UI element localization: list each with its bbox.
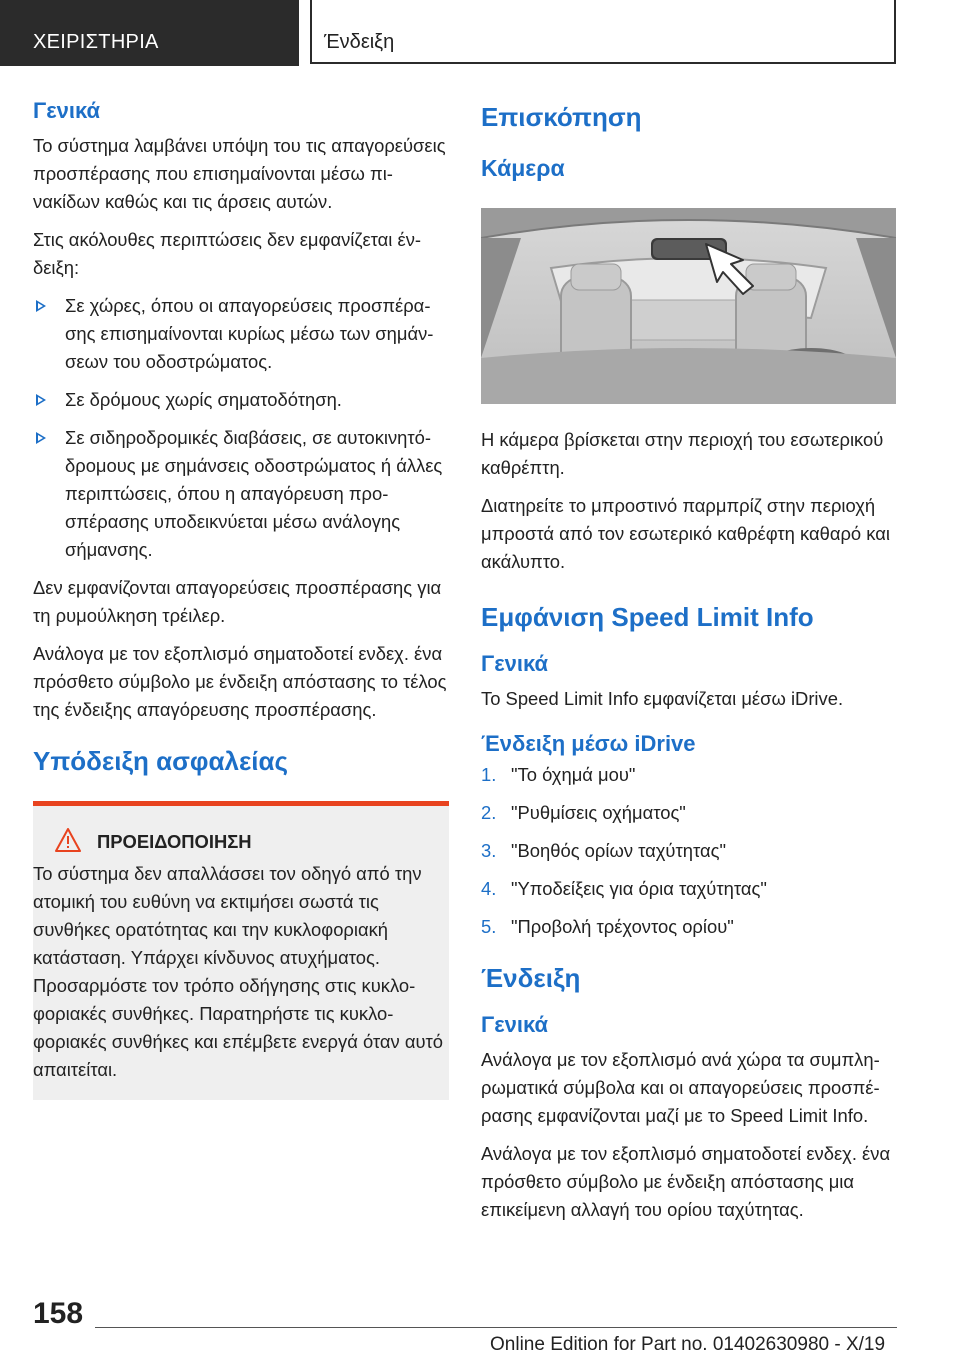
display-paragraph-1: Ανάλογα με τον εξοπλισμό ανά χώρα τα συμπληρωματικά σύμβολα και οι απαγορεύσεις προσπέρασης εμφανίζονται μαζί με το Speed Limit Info. xyxy=(481,1049,880,1126)
step-item: 3. "Βοηθός ορίων ταχύτητας" xyxy=(481,840,726,861)
section-title: ΧΕΙΡΙΣΤΗΡΙΑ xyxy=(33,31,159,53)
warning-text: Το σύστημα δεν απαλλάσσει τον οδηγό από την ατομική του ευθύνη να εκτιμήσει σωστά τις συνθήκες ορατότητας και την κυκλοφοριακή κατάσταση. Υπάρχει κίνδυνος ατυχήματος. Προσαρμόστε τον τρόπο οδήγησης στις κυκλοφοριακές συνθήκες. Παρατηρήστε τις κυκλοφοριακές συνθήκες και επέμβετε ενεργά όταν αυτό απαιτείται. xyxy=(33,863,444,1080)
trailer-paragraph: Δεν εμφανίζονται απαγορεύσεις προσπέρασης για τη ρυμούλκηση τρέιλερ. xyxy=(33,577,442,626)
warning-title: ΠΡΟΕΙΔΟΠΟΙΗΣΗ xyxy=(97,831,252,852)
warning-box xyxy=(33,801,449,1100)
camera-heading: Κάμερα xyxy=(481,155,565,181)
overview-heading: Επισκόπηση xyxy=(481,102,642,132)
step-item: 4. "Υποδείξεις για όρια ταχύτητας" xyxy=(481,878,767,899)
right-column xyxy=(481,98,896,1234)
idrive-steps xyxy=(481,761,896,941)
warning-triangle-icon xyxy=(55,828,81,852)
camera-location-text: Η κάμερα βρίσκεται στην περιοχή του εσωτερικού καθρέπτη. xyxy=(481,429,884,478)
distance-paragraph: Ανάλογα με τον εξοπλισμό σηματοδοτεί ενδεχ. ένα πρόσθετο σύμβολο με ένδειξη απόστασης το τέλος της ένδειξης απαγόρευσης προσπέρασης. xyxy=(33,643,447,720)
idrive-heading: Ένδειξη μέσω iDrive xyxy=(481,731,696,756)
camera-clean-text: Διατηρείτε το μπροστινό παρμπρίζ στην περιοχή μπροστά από τον εσωτερικό καθρέφτη καθαρό και ακάλυπτο. xyxy=(481,495,890,572)
triangle-bullet-icon xyxy=(36,394,46,406)
general-heading: Γενικά xyxy=(33,98,101,123)
page-header xyxy=(0,0,960,66)
sli-paragraph: Το Speed Limit Info εμφανίζεται μέσω iDrive. xyxy=(481,688,844,709)
camera-location-image xyxy=(481,208,896,404)
step-item: 2. "Ρυθμίσεις οχήματος" xyxy=(481,802,686,823)
list-item: Σε σιδηροδρομικές διαβάσεις, σε αυτοκινητόδρομους με σημάνσεις οδοστρώματος ή άλλες περιπτώσεις, όπου η απαγόρευση προσπέρασης υποδεικνύεται μέσω ανάλογης σήμανσης. xyxy=(33,424,449,564)
left-column xyxy=(33,98,449,1100)
triangle-bullet-icon xyxy=(36,432,46,444)
no-display-paragraph: Στις ακόλουθες περιπτώσεις δεν εμφανίζεται ένδειξη: xyxy=(33,229,422,278)
step-item: 1. "Το όχημά μου" xyxy=(481,764,636,785)
chapter-tab xyxy=(310,0,896,64)
warning-title-row xyxy=(33,828,449,856)
general-heading-right: Γενικά xyxy=(481,651,549,676)
list-item: Σε χώρες, όπου οι απαγορεύσεις προσπέρασης επισημαίνονται κυρίως μέσω των σημάνσεων του οδοστρώματος. xyxy=(33,292,449,376)
step-item: 5. "Προβολή τρέχοντος ορίου" xyxy=(481,916,734,937)
general-heading-display: Γενικά xyxy=(481,1012,549,1037)
edition-text: Online Edition for Part no. 01402630980 - X/19 xyxy=(490,1334,886,1355)
exceptions-list xyxy=(33,292,449,564)
section-tab xyxy=(0,0,299,66)
intro-paragraph: Το σύστημα λαμβάνει υπόψη του τις απαγορεύσεις προσπέρασης που επισημαίνονται μέσω πινακίδων καθώς και τις άρσεις αυτών. xyxy=(33,135,446,212)
triangle-bullet-icon xyxy=(36,300,46,312)
page-number: 158 xyxy=(33,1297,84,1330)
speed-limit-info-heading: Εμφάνιση Speed Limit Info xyxy=(481,602,814,632)
safety-heading: Υπόδειξη ασφαλείας xyxy=(33,746,289,776)
footer-divider xyxy=(95,1327,897,1328)
display-heading: Ένδειξη xyxy=(481,963,581,993)
display-paragraph-2: Ανάλογα με τον εξοπλισμό σηματοδοτεί ενδεχ. ένα πρόσθετο σύμβολο με ένδειξη απόστασης μια επικείμενη αλλαγή του ορίου ταχύτητας. xyxy=(481,1143,891,1220)
list-item: Σε δρόμους χωρίς σηματοδότηση. xyxy=(33,386,449,414)
chapter-title: Ένδειξη xyxy=(324,31,395,53)
